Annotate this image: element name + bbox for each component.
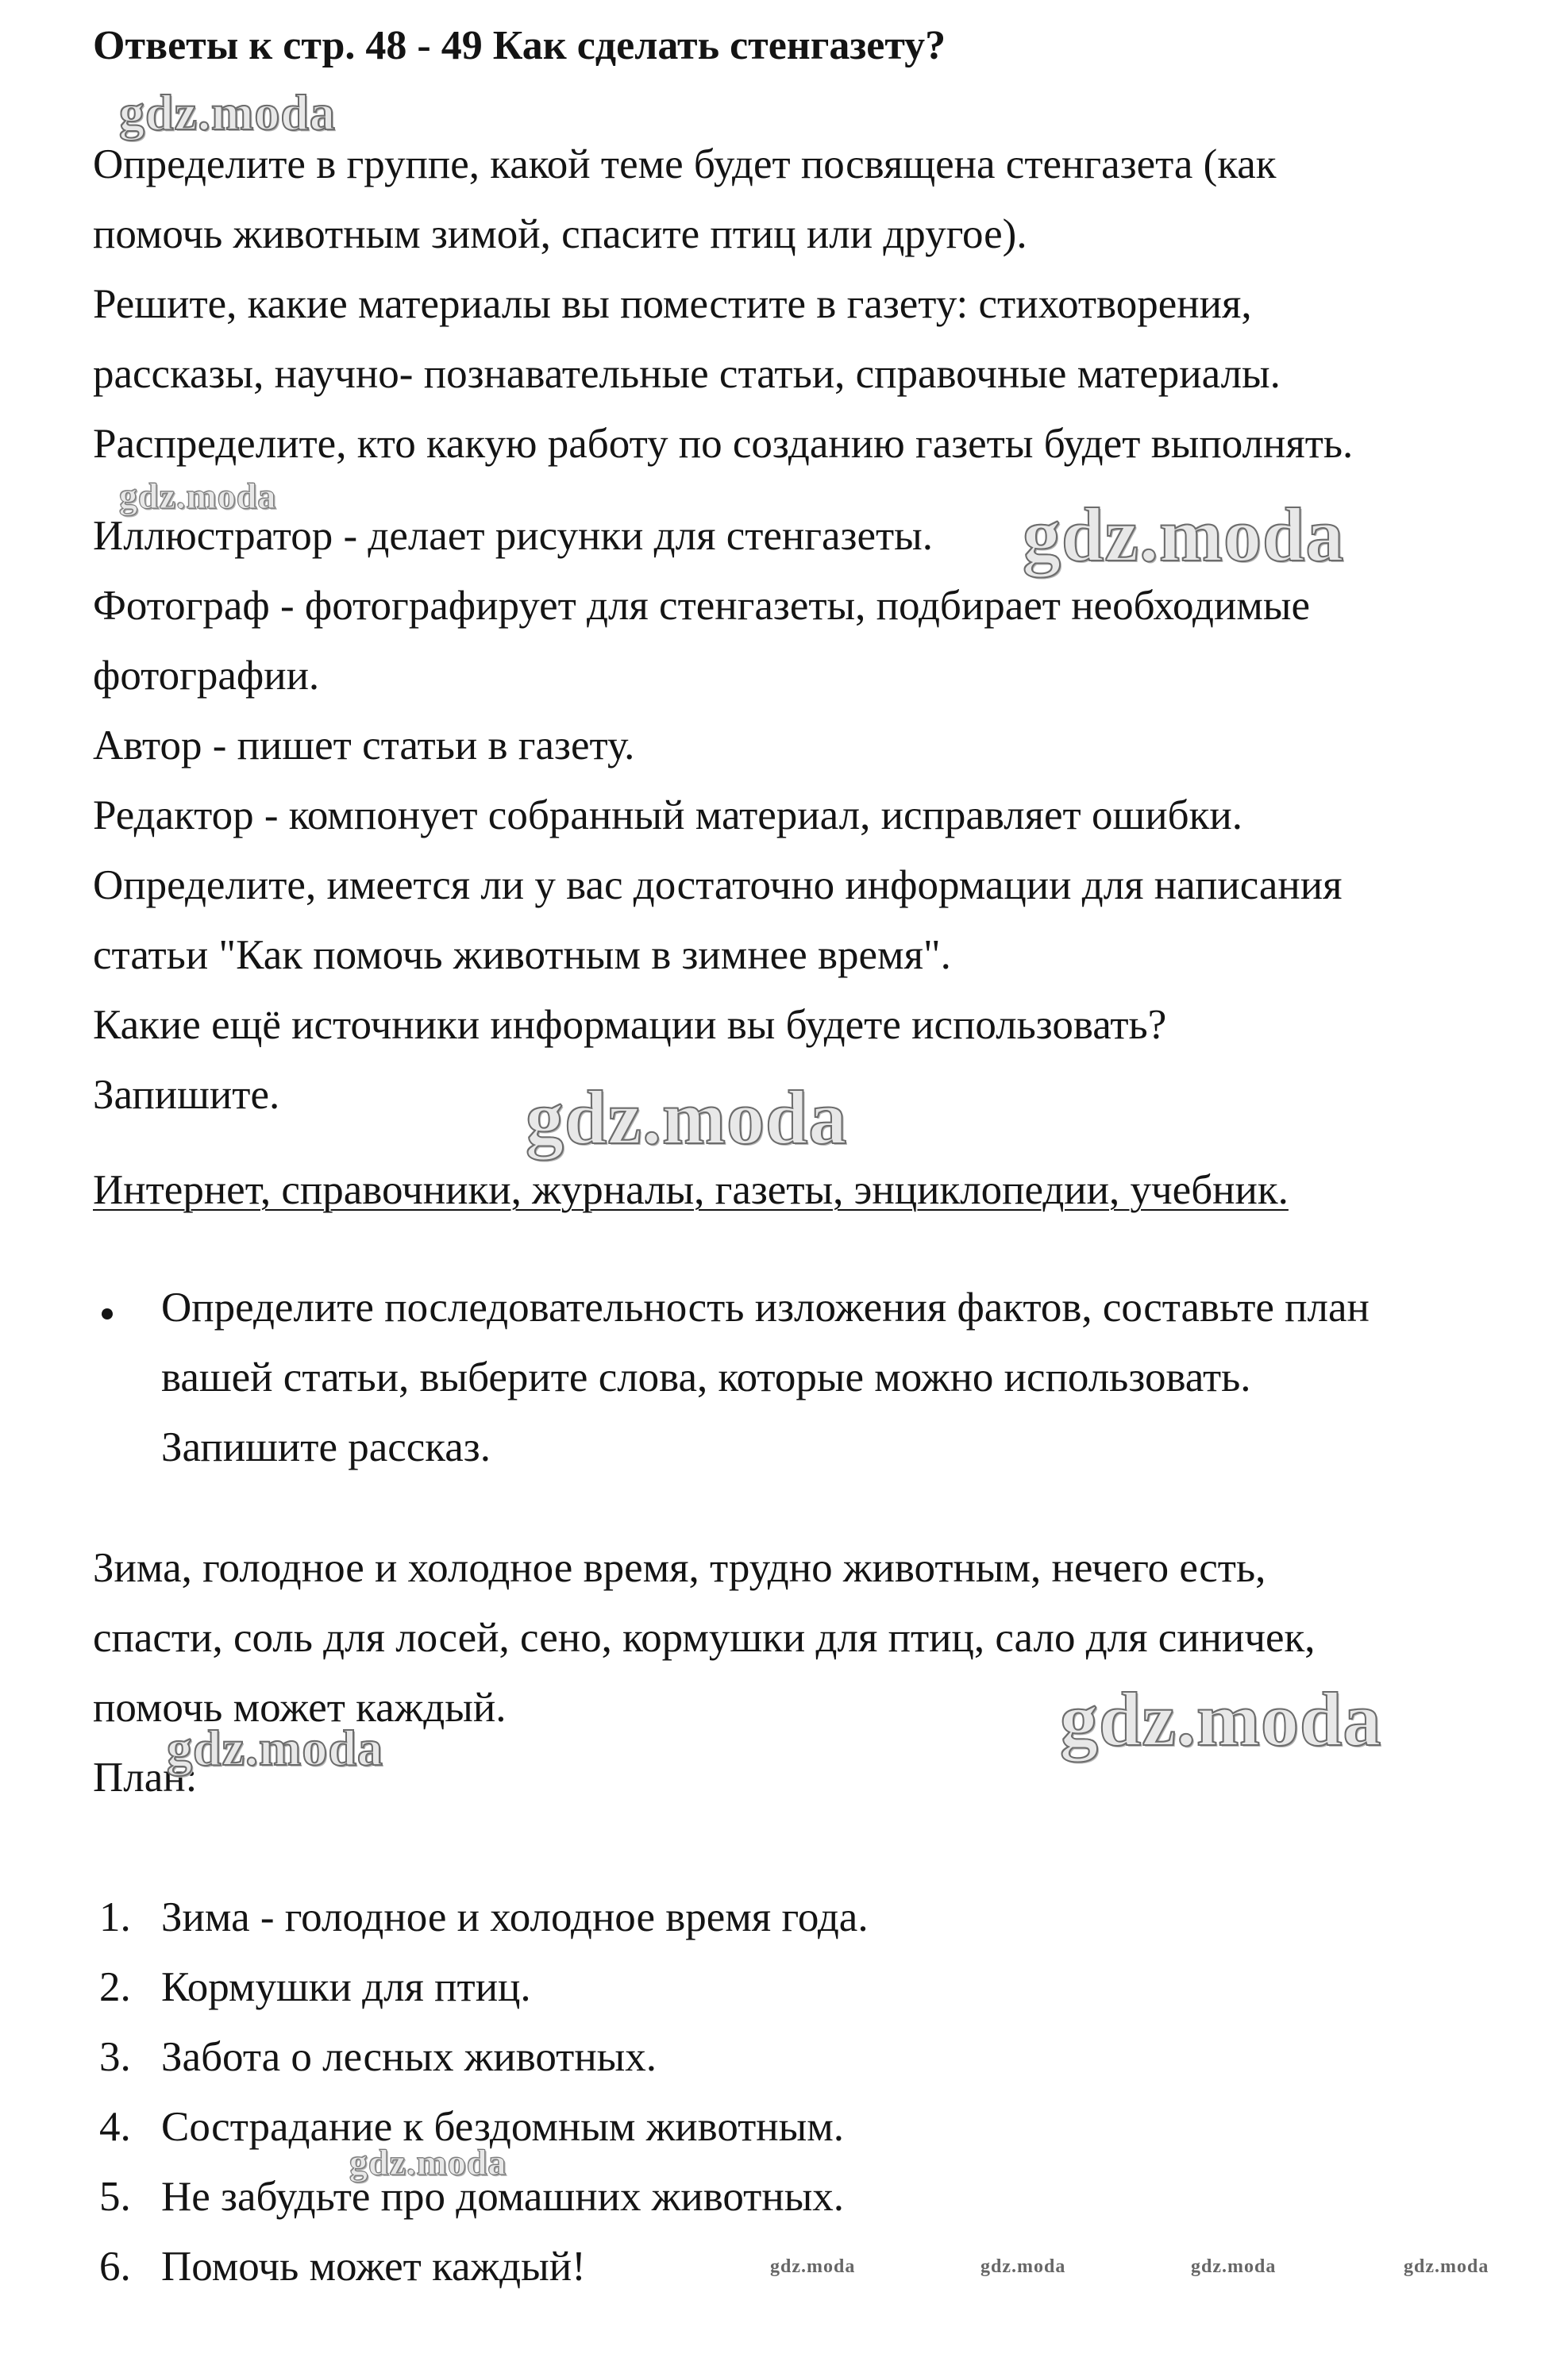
plan-item-text: Сострадание к бездомным животным. xyxy=(161,2104,845,2150)
bullet-text-line: Определите последовательность изложения фактов, составьте план xyxy=(161,1285,1370,1331)
role-line: Редактор - компонует собранный материал, исправляет ошибки. xyxy=(93,792,1242,838)
plan-item-text: Кормушки для птиц. xyxy=(161,1964,531,2010)
notes-line: спасти, соль для лосей, сено, кормушки для птиц, сало для синичек, xyxy=(93,1615,1316,1661)
bullet-text-line: вашей статьи, выберите слова, которые можно использовать. xyxy=(161,1354,1251,1400)
plan-item-number: 5. xyxy=(99,2174,131,2220)
question-line: Запишите. xyxy=(93,1072,280,1118)
paragraph-line: Распределите, кто какую работу по созданию газеты будет выполнять. xyxy=(93,421,1354,467)
plan-item-text: Забота о лесных животных. xyxy=(161,2034,657,2080)
bullet-icon xyxy=(102,1308,113,1319)
watermark: gdz.moda xyxy=(980,2256,1066,2277)
watermark: gdz.moda xyxy=(1060,1677,1382,1762)
plan-item-number: 3. xyxy=(99,2034,131,2080)
plan-item-text: Не забудьте про домашних животных. xyxy=(161,2174,845,2220)
role-line: Иллюстратор - делает рисунки для стенгазеты. xyxy=(93,513,934,559)
watermark: gdz.moda xyxy=(526,1075,848,1160)
paragraph-line: рассказы, научно- познавательные статьи, справочные материалы. xyxy=(93,351,1281,397)
notes-line: помочь может каждый. xyxy=(93,1685,507,1731)
watermark: gdz.moda xyxy=(770,2256,856,2277)
paragraph-line: Определите в группе, какой теме будет посвящена стенгазета (как xyxy=(93,141,1277,187)
bullet-text-line: Запишите рассказ. xyxy=(161,1424,491,1470)
role-line: Автор - пишет статьи в газету. xyxy=(93,722,635,769)
plan-item-number: 1. xyxy=(99,1894,131,1940)
question-line: Какие ещё источники информации вы будете использовать? xyxy=(93,1002,1167,1048)
watermark: gdz.moda xyxy=(349,2142,507,2182)
role-line: Фотограф - фотографирует для стенгазеты, подбирает необходимые xyxy=(93,583,1310,629)
plan-item-number: 2. xyxy=(99,1964,131,2010)
page-title: Ответы к стр. 48 - 49 Как сделать стенгазету? xyxy=(93,23,946,68)
paragraph-line: Решите, какие материалы вы поместите в газету: стихотворения, xyxy=(93,281,1252,327)
plan-item-number: 6. xyxy=(99,2244,131,2290)
watermark: gdz.moda xyxy=(1404,2256,1489,2277)
paragraph-line: помочь животным зимой, спасите птиц или другое). xyxy=(93,211,1027,257)
role-line: фотографии. xyxy=(93,653,320,699)
watermark: gdz.moda xyxy=(1023,492,1345,577)
watermark: gdz.moda xyxy=(167,1720,383,1776)
plan-item-text: Помочь может каждый! xyxy=(161,2244,586,2290)
notes-line: Зима, голодное и холодное время, трудно животным, нечего есть, xyxy=(93,1545,1266,1591)
watermark: gdz.moda xyxy=(119,476,277,516)
watermark: gdz.moda xyxy=(1191,2256,1277,2277)
plan-item-number: 4. xyxy=(99,2104,131,2150)
plan-item-text: Зима - голодное и холодное время года. xyxy=(161,1894,869,1940)
question-line: Определите, имеется ли у вас достаточно информации для написания xyxy=(93,862,1343,908)
plan-label: План: xyxy=(93,1755,198,1801)
question-line: статьи "Как помочь животным в зимнее время". xyxy=(93,932,951,978)
answer-sources: Интернет, справочники, журналы, газеты, энциклопедии, учебник. xyxy=(93,1167,1289,1213)
watermark: gdz.moda xyxy=(119,84,336,141)
